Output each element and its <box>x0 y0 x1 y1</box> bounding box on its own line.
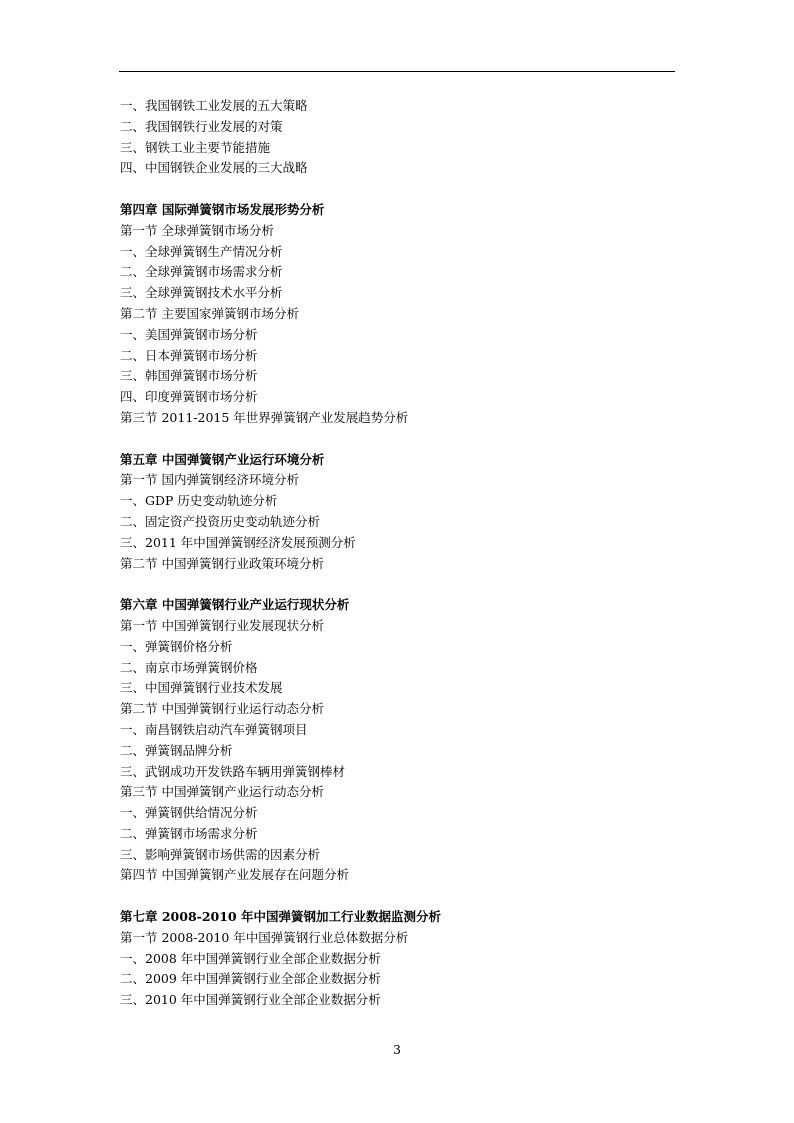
block-spacer <box>120 886 680 907</box>
toc-section-line: 第一节 国内弹簧钢经济环境分析 <box>120 472 299 488</box>
toc-item-line: 二、南京市场弹簧钢价格 <box>120 659 258 675</box>
toc-section-line: 第二节 中国弹簧钢行业运行动态分析 <box>120 701 324 717</box>
toc-section-line: 第一节 中国弹簧钢行业发展现状分析 <box>120 617 324 633</box>
block-spacer <box>120 179 680 200</box>
toc-item-line: 四、印度弹簧钢市场分析 <box>120 389 258 405</box>
toc-section-line: 第三节 中国弹簧钢产业运行动态分析 <box>120 784 324 800</box>
toc-item-line: 三、武钢成功开发铁路车辆用弹簧钢棒材 <box>120 763 346 779</box>
block-spacer <box>120 574 680 595</box>
toc-section-line: 第二节 主要国家弹簧钢市场分析 <box>120 305 299 321</box>
toc-item-line: 二、日本弹簧钢市场分析 <box>120 347 258 363</box>
header-rule <box>119 71 675 72</box>
toc-item-line: 一、弹簧钢价格分析 <box>120 638 233 654</box>
toc-chapter-line: 第四章 国际弹簧钢市场发展形势分析 <box>120 201 325 217</box>
toc-item-line: 二、我国钢铁行业发展的对策 <box>120 118 283 134</box>
toc-chapter-line: 第五章 中国弹簧钢产业运行环境分析 <box>120 451 325 467</box>
toc-item-line: 二、弹簧钢市场需求分析 <box>120 825 258 841</box>
toc-section-line: 第三节 2011-2015 年世界弹簧钢产业发展趋势分析 <box>120 409 409 425</box>
toc-section-line: 第四节 中国弹簧钢产业发展存在问题分析 <box>120 867 349 883</box>
toc-item-line: 三、影响弹簧钢市场供需的因素分析 <box>120 846 321 862</box>
toc-item-line: 一、GDP 历史变动轨迹分析 <box>120 493 278 509</box>
toc-item-line: 一、弹簧钢供给情况分析 <box>120 805 258 821</box>
toc-item-line: 一、2008 年中国弹簧钢行业全部企业数据分析 <box>120 950 381 966</box>
table-of-contents <box>120 96 680 1011</box>
toc-item-line: 一、我国钢铁工业发展的五大策略 <box>120 98 308 113</box>
toc-section-line: 第二节 中国弹簧钢行业政策环境分析 <box>120 555 324 571</box>
page-number: 3 <box>393 1042 401 1057</box>
toc-item-line: 三、钢铁工业主要节能措施 <box>120 139 271 155</box>
toc-item-line: 三、中国弹簧钢行业技术发展 <box>120 680 283 696</box>
toc-section-line: 第一节 全球弹簧钢市场分析 <box>120 222 274 238</box>
toc-item-line: 一、全球弹簧钢生产情况分析 <box>120 243 283 259</box>
block-spacer <box>120 429 680 450</box>
toc-item-line: 三、全球弹簧钢技术水平分析 <box>120 285 283 301</box>
toc-item-line: 三、2010 年中国弹簧钢行业全部企业数据分析 <box>120 992 381 1008</box>
toc-item-line: 二、弹簧钢品牌分析 <box>120 742 233 758</box>
toc-item-line: 三、2011 年中国弹簧钢经济发展预测分析 <box>120 534 356 550</box>
toc-chapter-line: 第七章 2008-2010 年中国弹簧钢加工行业数据监测分析 <box>120 909 441 925</box>
toc-item-line: 四、中国钢铁企业发展的三大战略 <box>120 160 308 176</box>
toc-section-line: 第一节 2008-2010 年中国弹簧钢行业总体数据分析 <box>120 929 409 945</box>
toc-chapter-line: 第六章 中国弹簧钢行业产业运行现状分析 <box>120 597 350 613</box>
toc-item-line: 一、美国弹簧钢市场分析 <box>120 326 258 342</box>
toc-item-line: 一、南昌钢铁启动汽车弹簧钢项目 <box>120 721 308 737</box>
toc-item-line: 二、固定资产投资历史变动轨迹分析 <box>120 513 321 529</box>
toc-item-line: 二、全球弹簧钢市场需求分析 <box>120 264 283 280</box>
toc-item-line: 二、2009 年中国弹簧钢行业全部企业数据分析 <box>120 971 381 987</box>
toc-item-line: 三、韩国弹簧钢市场分析 <box>120 368 258 384</box>
